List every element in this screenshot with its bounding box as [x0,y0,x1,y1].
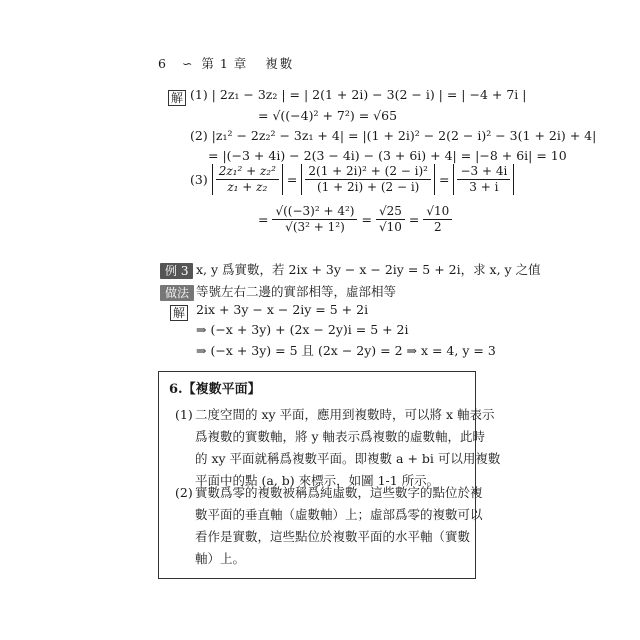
definition-title: 6.【複數平面】 [169,382,261,397]
item-2-line: 軸）上。 [195,551,246,566]
fraction-1: $\frac{\text{2z₁² + z₂²}}{\text{z₁ + z₂}}$ [216,164,279,195]
page-number: 6 [158,56,166,71]
part-label: (3) [190,172,208,187]
example-tag: 例 3 [160,260,193,279]
item-label: (1) [175,407,193,422]
solution-tag: 解 [168,87,186,106]
item-2-line: 數平面的垂直軸（虛數軸）上；虛部爲零的複數可以 [195,507,483,522]
fraction-3: $\frac{-3 + 4i}{3 + i}$ [457,164,510,195]
solution-line-6: = $\frac{\text{√((−3)² + 4²)}}{\text{√(3² + 1²)}}$ = $\frac{√25}{√10}$ = $\frac{√10}{2}$ [258,204,452,235]
chapter-label: 第 1 章 [201,56,248,71]
solution-tag-2: 解 [170,302,188,321]
definition-box [158,371,501,579]
solution-line-2: = √((−4)² + 7²) = √65 [258,108,398,123]
fraction-6: $\frac{√10}{2}$ [423,204,452,235]
item-1-line: 的 xy 平面就稱爲複數平面。即複數 a + bi 可以用複數 [195,451,501,466]
fraction-2: $\frac{\text{2(1 + 2i)² + (2 − i)²}}{(1 + 2i) + (2 - i)}$ [305,164,431,195]
example-solution-line-3: ⇒ (−x + 3y) = 5 且 (2x − 2y) = 2 ⇒ x = 4, y = 3 [196,343,496,358]
fraction-4: $\frac{\text{√((−3)² + 4²)}}{\text{√(3² + 1²)}}$ [272,204,357,235]
solution-line-5: (3) $\frac{\text{2z₁² + z₂²}}{\text{z₁ + z₂}}$ = $\frac{\text{2(1 + 2i)² + (2 − i)²}}{(1 + 2i) + (2 - i)}$ = $\frac{-3 + 4i}{3 + i}$ [190,164,514,195]
item-1-line: 二度空間的 xy 平面，應用到複數時，可以將 x 軸表示 [195,407,495,422]
example-text: x, y 爲實數，若 2ix + 3y − x − 2iy = 5 + 2i，求 x, y 之值 [196,262,541,277]
solution-line-4: = |(−3 + 4i) − 2(3 − 4i) − (3 + 6i) + 4| = |−8 + 6i| = 10 [208,148,567,163]
example-solution-line-1: 2ix + 3y − x − 2iy = 5 + 2i [196,302,369,317]
page-header [158,54,294,72]
chapter-title: 複數 [265,56,295,71]
item-label: (2) [175,485,193,500]
item-2-line: 看作是實數，這些點位於複數平面的水平軸（實數 [195,529,471,544]
ornament-icon: ∽ [181,56,193,71]
item-1-line: 平面中的點 (a, b) 來標示，如圖 1-1 所示。 [195,473,440,488]
method-text: 等號左右二邊的實部相等，虛部相等 [196,284,397,299]
example-solution-line-2: ⇒ (−x + 3y) + (2x − 2y)i = 5 + 2i [196,322,409,337]
item-1-line: 爲複數的實數軸，將 y 軸表示爲複數的虛數軸，此時 [195,429,486,444]
item-2-line: 實數爲零的複數被稱爲純虛數，這些數字的點位於複 [195,485,483,500]
fraction-5: $\frac{√25}{√10}$ [376,204,405,235]
solution-line-3: (2) |z₁² − 2z₂² − 3z₁ + 4| = |(1 + 2i)² − 2(2 − i)² − 3(1 + 2i) + 4| [190,128,597,143]
solution-line-1: (1) | 2z₁ − 3z₂ | = | 2(1 + 2i) − 3(2 − i) | = | −4 + 7i | [190,87,527,102]
method-tag: 做法 [160,282,194,301]
